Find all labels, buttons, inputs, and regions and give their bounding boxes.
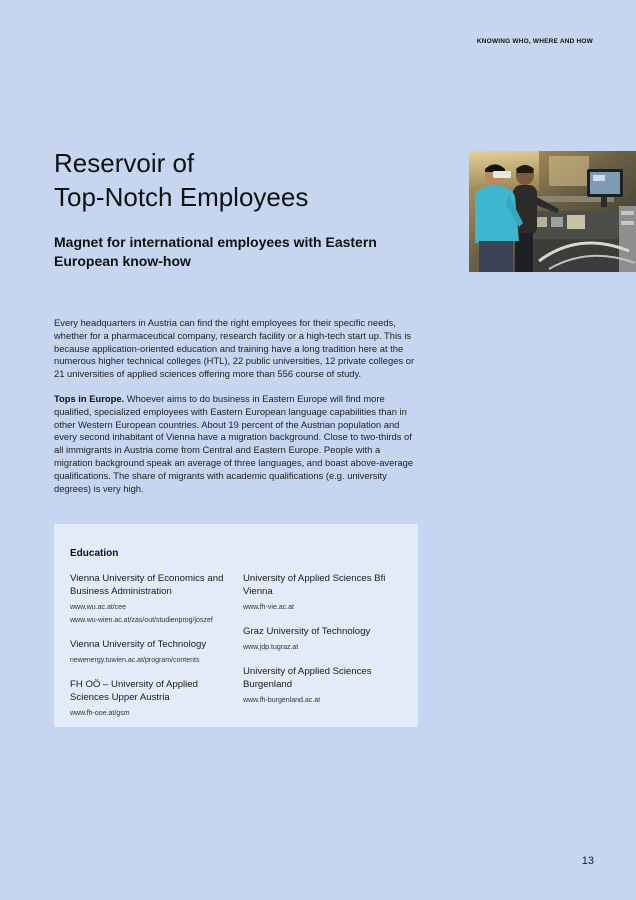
page-number: 13 [581, 855, 594, 867]
education-column-right [243, 572, 413, 718]
institution-url[interactable]: www.wu-wien.ac.at/zas/out/studienprog/joszef [70, 617, 213, 624]
institution-url[interactable]: www.wu.ac.at/cee [70, 604, 127, 611]
institution-url[interactable]: newenergy.tuwien.ac.at/program/contents [70, 657, 200, 664]
body-paragraph-1: Every headquarters in Austria can find the right employees for their specific needs, whether for a pharmaceutical company, research facility or a high-tech start up. This is because application-oriented education and training have a long tradition here at the numerous higher technical colleges (HTL), 22 public universities, 12 private colleges or 21 universities of applied sciences offering more than 556 course of study. [54, 317, 415, 380]
page-title-line-1: Reservoir of [54, 148, 195, 178]
body-paragraph-2 [54, 393, 416, 495]
institution-url[interactable]: www.fh-vie.ac.at [243, 604, 294, 611]
education-entry [243, 665, 413, 706]
institution-name: University of Applied Sciences Burgenland [243, 666, 372, 690]
page-subtitle [54, 233, 384, 271]
page-subtitle-line-2: European know-how [54, 253, 191, 269]
body-text [54, 317, 416, 507]
paragraph-lead-in: Tops in Europe. [54, 392, 125, 404]
institution-url[interactable]: www.fh-ooe.at/gsm [70, 710, 130, 717]
page-subtitle-line-1: Magnet for international employees with Eastern [54, 234, 377, 250]
institution-name: University of Applied Sciences Bfi Vienna [243, 573, 386, 597]
education-entry [70, 572, 238, 626]
education-entry [70, 678, 238, 719]
section-label: KNOWING WHO, WHERE AND HOW [476, 38, 593, 45]
education-box [54, 524, 418, 727]
institution-name: Vienna University of Technology [70, 639, 207, 650]
education-heading: Education [70, 548, 119, 559]
institution-url[interactable]: www.fh-burgenland.ac.at [243, 697, 321, 704]
institution-name: FH OÖ – University of Applied Sciences Upper Austria [70, 679, 198, 703]
education-entry [243, 625, 413, 653]
body-paragraph-2-text: Whoever aims to do business in Eastern Europe will find more qualified, specialized employees with Eastern European language capabilities than in other Western European countries. About 19 percent of the Austrian population and every second inhabitant of Vienna have a migration background. Close to two-thirds of all immigrants in Austria come from Central and Eastern Europe. People with a migration background speak an average of three languages, and boast above-average qualifications. The share of migrants with academic qualifications (e.g. university degrees) is very high. [54, 392, 414, 494]
institution-name: Vienna University of Economics and Business Administration [70, 573, 224, 597]
education-entry [70, 638, 238, 666]
education-entry [243, 572, 413, 613]
education-column-left [70, 572, 238, 731]
page-title [54, 146, 434, 214]
laboratory-photo-illustration [469, 151, 636, 272]
page-title-line-2: Top-Notch Employees [54, 182, 309, 212]
institution-url[interactable]: www.jdp.tugraz.at [243, 644, 299, 651]
institution-name: Graz University of Technology [243, 626, 371, 637]
laboratory-photo [469, 151, 636, 272]
